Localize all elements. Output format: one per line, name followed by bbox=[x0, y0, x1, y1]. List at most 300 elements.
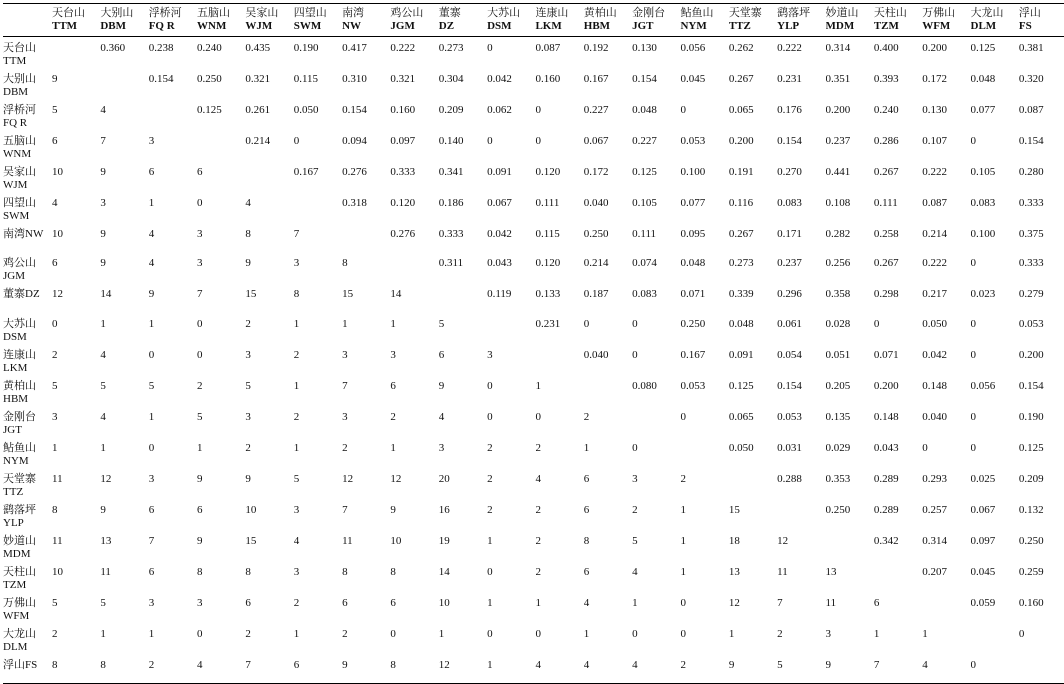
table-cell: 0.100 bbox=[680, 166, 706, 178]
table-cell bbox=[52, 37, 100, 69]
table-cell: 0.286 bbox=[873, 135, 899, 147]
column-header-code: DBM bbox=[100, 20, 127, 32]
table-cell: 0.267 bbox=[873, 166, 899, 178]
table-cell: 0.240 bbox=[197, 42, 222, 54]
table-cell: 1 bbox=[680, 565, 686, 578]
table-cell: 5 bbox=[777, 654, 825, 683]
table-cell: 1 bbox=[680, 503, 686, 516]
table-row bbox=[3, 161, 1064, 192]
table-cell: 0.289 bbox=[873, 472, 899, 485]
row-header-code: DZ bbox=[25, 288, 40, 301]
table-cell: 9 bbox=[729, 654, 777, 683]
table-cell: 0.353 bbox=[825, 472, 851, 485]
table-cell: 1 bbox=[390, 441, 396, 454]
row-header-zh: 天堂寨 bbox=[3, 472, 36, 485]
table-cell: 1 bbox=[535, 379, 541, 392]
table-cell: 9 bbox=[245, 472, 251, 485]
table-cell: 4 bbox=[535, 654, 583, 683]
table-cell: 2 bbox=[680, 472, 686, 485]
table-cell: 0.043 bbox=[873, 441, 899, 454]
table-cell: 10 bbox=[245, 503, 257, 516]
table-cell: 5 bbox=[100, 379, 106, 392]
table-cell: 0.167 bbox=[583, 73, 609, 85]
table-cell: 6 bbox=[873, 596, 880, 609]
table-cell: 0.240 bbox=[873, 104, 899, 116]
table-cell: 6 bbox=[245, 596, 251, 609]
table-cell: 0.067 bbox=[583, 135, 609, 147]
column-header-code: NW bbox=[342, 20, 362, 32]
table-cell: 1 bbox=[293, 441, 300, 454]
row-header-lkm bbox=[3, 344, 52, 375]
table-cell bbox=[535, 344, 583, 375]
table-cell bbox=[1019, 654, 1064, 683]
table-cell: 0.341 bbox=[438, 166, 464, 178]
table-cell: 6 bbox=[197, 166, 203, 178]
table-cell: 0.105 bbox=[632, 197, 657, 209]
column-header-zh: 天台山 bbox=[52, 7, 85, 19]
column-header-zh: 五脑山 bbox=[197, 7, 231, 19]
table-cell: 9 bbox=[826, 654, 874, 683]
table-cell: 4 bbox=[293, 534, 300, 547]
table-cell: 0.108 bbox=[825, 197, 851, 209]
row-header-code: WFM bbox=[3, 609, 30, 622]
table-cell: 11 bbox=[100, 565, 111, 578]
table-cell: 0.107 bbox=[922, 135, 947, 147]
table-cell: 0.310 bbox=[342, 73, 367, 85]
table-cell: 3 bbox=[245, 348, 251, 361]
table-cell: 16 bbox=[438, 503, 450, 516]
column-header-zh: 大别山 bbox=[100, 7, 134, 19]
table-cell: 0.160 bbox=[390, 104, 416, 116]
column-header-zh: 四望山 bbox=[293, 7, 327, 19]
table-body bbox=[3, 37, 1064, 684]
column-header-fs bbox=[1019, 4, 1064, 37]
table-cell: 1 bbox=[487, 596, 493, 609]
table-cell: 1 bbox=[100, 441, 106, 454]
table-cell: 0.207 bbox=[922, 565, 947, 578]
table-cell: 2 bbox=[535, 534, 541, 547]
column-header-code: TTM bbox=[52, 20, 78, 32]
table-cell: 3 bbox=[197, 596, 203, 609]
table-cell: 0.280 bbox=[1018, 166, 1044, 178]
table-cell: 0.059 bbox=[970, 596, 996, 609]
row-header-code: FQ R bbox=[3, 117, 28, 129]
table-cell: 0 bbox=[52, 317, 58, 330]
table-cell: 0.172 bbox=[583, 166, 609, 178]
table-cell: 0.154 bbox=[632, 73, 657, 85]
table-row bbox=[3, 499, 1064, 530]
row-header-wjm bbox=[3, 161, 52, 192]
table-cell: 9 bbox=[438, 379, 445, 392]
table-cell: 2 bbox=[342, 627, 348, 640]
table-cell: 0.087 bbox=[535, 42, 561, 54]
table-cell: 18 bbox=[728, 534, 740, 547]
row-header-swm bbox=[3, 192, 52, 223]
table-cell: 0.321 bbox=[245, 73, 271, 85]
table-cell: 0.276 bbox=[390, 228, 416, 240]
table-cell: 0.171 bbox=[777, 228, 802, 240]
column-header-zh: 浮桥河 bbox=[148, 7, 182, 19]
table-cell: 12 bbox=[342, 472, 354, 485]
row-header-mdm bbox=[3, 530, 52, 561]
table-cell: 0.314 bbox=[922, 534, 947, 547]
table-cell: 5 bbox=[52, 379, 58, 392]
table-cell: 5 bbox=[197, 410, 203, 423]
table-cell: 0.083 bbox=[777, 197, 802, 209]
column-header-dbm bbox=[100, 4, 148, 37]
table-cell: 0.042 bbox=[487, 73, 512, 85]
column-header-fqr bbox=[149, 4, 197, 37]
table-cell: 0 bbox=[197, 317, 203, 330]
table-cell: 6 bbox=[197, 503, 203, 516]
table-cell: 0.074 bbox=[632, 257, 657, 270]
table-cell: 0.043 bbox=[487, 257, 512, 270]
table-cell: 4 bbox=[438, 410, 445, 423]
table-cell: 0.029 bbox=[825, 441, 851, 454]
table-cell: 9 bbox=[100, 228, 106, 240]
table-cell: 0.045 bbox=[680, 73, 706, 85]
column-header-code: FQ R bbox=[148, 20, 175, 32]
table-cell: 0 bbox=[535, 104, 541, 116]
row-header-jgm bbox=[3, 252, 52, 283]
table-cell: 1 bbox=[148, 317, 155, 330]
table-cell: 8 bbox=[342, 257, 348, 270]
table-cell: 15 bbox=[245, 534, 257, 547]
table-cell: 2 bbox=[342, 441, 348, 454]
table-cell: 0.250 bbox=[1018, 534, 1044, 547]
table-cell: 11 bbox=[52, 534, 63, 547]
table-cell: 3 bbox=[148, 472, 155, 485]
table-cell: 9 bbox=[197, 534, 203, 547]
table-cell: 0.237 bbox=[825, 135, 851, 147]
column-header-code: HBM bbox=[583, 20, 611, 32]
table-cell bbox=[632, 406, 680, 437]
table-cell: 0.054 bbox=[777, 348, 802, 361]
column-header-mdm bbox=[826, 4, 874, 37]
table-cell: 0.250 bbox=[680, 317, 706, 330]
table-cell: 14 bbox=[438, 565, 450, 578]
table-cell: 6 bbox=[148, 166, 155, 178]
table-cell: 0 bbox=[632, 627, 638, 640]
table-cell: 0 bbox=[632, 441, 638, 454]
table-cell: 1 bbox=[342, 317, 348, 330]
row-header-dbm bbox=[3, 68, 52, 99]
table-cell: 7 bbox=[293, 228, 300, 240]
table-cell: 0.091 bbox=[487, 166, 512, 178]
table-cell: 2 bbox=[777, 627, 783, 640]
table-cell: 0 bbox=[970, 441, 977, 454]
column-header-code: DLM bbox=[970, 20, 997, 32]
table-cell: 6 bbox=[148, 503, 155, 516]
column-header-ttz bbox=[729, 4, 777, 37]
table-cell: 0.435 bbox=[245, 42, 271, 54]
table-cell: 0.293 bbox=[922, 472, 947, 485]
table-cell: 8 bbox=[293, 288, 300, 301]
table-cell: 0.342 bbox=[873, 534, 899, 547]
row-header-nw bbox=[3, 223, 52, 252]
table-cell: 0.091 bbox=[728, 348, 754, 361]
table-cell: 13 bbox=[825, 565, 837, 578]
table-cell: 0.288 bbox=[777, 472, 802, 485]
table-cell: 9 bbox=[100, 503, 106, 516]
table-cell: 13 bbox=[728, 565, 740, 578]
row-header-code: FS bbox=[25, 658, 38, 671]
table-cell: 4 bbox=[922, 654, 970, 683]
row-header-zh: 连康山 bbox=[3, 348, 36, 361]
column-header-code: DZ bbox=[438, 20, 455, 32]
table-cell: 6 bbox=[52, 257, 58, 270]
table-cell: 0.111 bbox=[632, 228, 657, 240]
table-cell: 3 bbox=[438, 441, 445, 454]
table-cell: 0.154 bbox=[1018, 379, 1044, 392]
table-cell: 0.441 bbox=[825, 166, 851, 178]
table-cell: 1 bbox=[390, 317, 396, 330]
table-cell: 6 bbox=[583, 503, 590, 516]
table-cell bbox=[294, 192, 342, 223]
table-cell: 0.279 bbox=[1018, 288, 1044, 301]
table-cell: 0.048 bbox=[680, 257, 706, 270]
table-cell: 12 bbox=[728, 596, 740, 609]
table-cell: 9 bbox=[148, 288, 155, 301]
table-cell: 0 bbox=[390, 627, 396, 640]
table-cell: 0 bbox=[197, 197, 203, 209]
table-cell: 1 bbox=[148, 410, 155, 423]
table-cell: 6 bbox=[583, 472, 590, 485]
table-cell: 9 bbox=[52, 73, 58, 85]
column-header-tzm bbox=[874, 4, 922, 37]
table-cell bbox=[342, 223, 390, 252]
table-cell: 6 bbox=[438, 348, 445, 361]
table-row bbox=[3, 592, 1064, 623]
column-header-wfm bbox=[922, 4, 970, 37]
table-cell: 0.200 bbox=[825, 104, 851, 116]
table-cell: 3 bbox=[293, 503, 300, 516]
table-cell: 2 bbox=[487, 472, 493, 485]
row-header-zh: 妙道山 bbox=[3, 534, 36, 547]
row-header-code: NYM bbox=[3, 454, 29, 467]
table-cell: 0 bbox=[632, 317, 638, 330]
table-cell: 3 bbox=[197, 228, 203, 240]
table-cell: 0.358 bbox=[825, 288, 851, 301]
table-cell bbox=[729, 468, 777, 499]
column-header-zh: 鸡公山 bbox=[390, 7, 424, 19]
table-cell: 6 bbox=[342, 596, 348, 609]
table-cell: 1 bbox=[148, 627, 155, 640]
table-cell: 6 bbox=[52, 135, 58, 147]
column-header-dsm bbox=[487, 4, 535, 37]
table-cell: 0.056 bbox=[680, 42, 706, 54]
table-cell: 6 bbox=[294, 654, 342, 683]
table-cell: 0.200 bbox=[873, 379, 899, 392]
row-header-code: TZM bbox=[3, 578, 27, 591]
table-cell: 3 bbox=[100, 197, 106, 209]
table-cell: 4 bbox=[148, 257, 155, 270]
table-cell: 0.133 bbox=[535, 288, 561, 301]
table-cell: 0.222 bbox=[777, 42, 802, 54]
table-cell: 1 bbox=[487, 654, 535, 683]
table-cell: 1 bbox=[487, 534, 493, 547]
table-cell: 0.259 bbox=[1018, 565, 1044, 578]
column-header-zh: 天堂寨 bbox=[728, 7, 762, 19]
table-row bbox=[3, 99, 1064, 130]
column-header-zh: 天柱山 bbox=[873, 7, 907, 19]
table-cell: 11 bbox=[777, 565, 788, 578]
table-cell: 7 bbox=[148, 534, 155, 547]
table-row bbox=[3, 68, 1064, 99]
row-header-tzm bbox=[3, 561, 52, 592]
column-header-zh: 妙道山 bbox=[825, 7, 859, 19]
column-header-nym bbox=[680, 4, 728, 37]
table-cell: 10 bbox=[52, 565, 63, 578]
table-cell: 7 bbox=[197, 288, 203, 301]
table-cell: 2 bbox=[293, 348, 300, 361]
table-cell: 0 bbox=[680, 596, 686, 609]
table-cell: 0.273 bbox=[728, 257, 754, 270]
row-header-zh: 天台山 bbox=[3, 42, 36, 54]
table-cell: 0.062 bbox=[487, 104, 512, 116]
table-cell: 12 bbox=[439, 654, 487, 683]
row-header-code: YLP bbox=[3, 516, 24, 529]
column-header-code: SWM bbox=[293, 20, 322, 32]
table-row bbox=[3, 654, 1064, 683]
table-cell: 4 bbox=[535, 472, 541, 485]
table-cell: 3 bbox=[197, 257, 203, 270]
row-header-code: MDM bbox=[3, 547, 31, 560]
row-header-zh: 金刚台 bbox=[3, 410, 36, 423]
table-cell: 0 bbox=[970, 348, 977, 361]
table-cell: 0.222 bbox=[922, 257, 947, 270]
table-cell: 8 bbox=[583, 534, 590, 547]
table-cell: 0.237 bbox=[777, 257, 802, 270]
column-header-zh: 大龙山 bbox=[970, 7, 1004, 19]
table-cell: 0 bbox=[487, 135, 493, 147]
column-header-nw bbox=[342, 4, 390, 37]
table-cell: 0.314 bbox=[825, 42, 851, 54]
table-cell: 0.105 bbox=[970, 166, 996, 178]
table-cell: 0.083 bbox=[632, 288, 657, 301]
table-cell: 0.067 bbox=[487, 197, 512, 209]
table-cell: 0.333 bbox=[390, 166, 416, 178]
table-cell: 0 bbox=[632, 348, 638, 361]
table-cell: 0.148 bbox=[873, 410, 899, 423]
table-cell: 1 bbox=[632, 596, 638, 609]
table-cell: 0 bbox=[487, 410, 493, 423]
table-cell: 1 bbox=[438, 627, 445, 640]
table-cell: 0.031 bbox=[777, 441, 802, 454]
table-cell: 3 bbox=[148, 135, 155, 147]
table-cell: 3 bbox=[293, 257, 300, 270]
table-row bbox=[3, 561, 1064, 592]
table-cell: 8 bbox=[390, 565, 396, 578]
table-cell: 2 bbox=[535, 503, 541, 516]
row-header-zh: 鲇鱼山 bbox=[3, 441, 36, 454]
table-cell: 1 bbox=[293, 379, 300, 392]
row-header-jgt bbox=[3, 406, 52, 437]
table-cell: 3 bbox=[342, 348, 348, 361]
column-header-code: WJM bbox=[245, 20, 273, 32]
row-header-zh: 吴家山 bbox=[3, 166, 36, 178]
table-cell: 0.311 bbox=[438, 257, 464, 270]
table-cell: 1 bbox=[728, 627, 735, 640]
table-cell: 1 bbox=[197, 441, 203, 454]
table-cell: 1 bbox=[535, 596, 541, 609]
row-header-zh: 大苏山 bbox=[3, 317, 36, 330]
table-cell: 0.056 bbox=[970, 379, 996, 392]
row-header-zh: 大龙山 bbox=[3, 627, 36, 640]
table-cell: 0.231 bbox=[535, 317, 561, 330]
table-cell: 0.048 bbox=[970, 73, 996, 85]
column-header-dlm bbox=[971, 4, 1019, 37]
table-cell: 2 bbox=[245, 627, 251, 640]
table-cell: 0.148 bbox=[922, 379, 947, 392]
table-cell: 0.321 bbox=[390, 73, 416, 85]
table-cell: 0 bbox=[680, 627, 686, 640]
table-cell: 5 bbox=[293, 472, 300, 485]
table-cell: 2 bbox=[245, 317, 251, 330]
column-header-zh: 吴家山 bbox=[245, 7, 279, 19]
table-cell: 12 bbox=[390, 472, 402, 485]
table-cell: 0.276 bbox=[342, 166, 367, 178]
row-header-hbm bbox=[3, 375, 52, 406]
table-cell bbox=[874, 561, 922, 592]
table-cell: 0.095 bbox=[680, 228, 706, 240]
row-header-zh: 南湾 bbox=[3, 228, 25, 240]
row-header-fqr bbox=[3, 99, 52, 130]
similarity-matrix-table bbox=[3, 3, 1064, 684]
table-cell: 0.120 bbox=[535, 257, 561, 270]
table-cell: 0.042 bbox=[487, 228, 512, 240]
table-cell: 0.304 bbox=[438, 73, 464, 85]
column-header-zh: 金刚台 bbox=[632, 7, 666, 19]
table-cell: 1 bbox=[583, 627, 590, 640]
row-header-zh: 万佛山 bbox=[3, 596, 36, 609]
table-cell: 0.282 bbox=[825, 228, 851, 240]
table-cell: 14 bbox=[100, 288, 112, 301]
table-cell: 0 bbox=[535, 627, 541, 640]
table-cell: 2 bbox=[680, 654, 728, 683]
table-cell: 3 bbox=[245, 410, 251, 423]
table-cell: 0.417 bbox=[342, 42, 367, 54]
column-header-code: YLP bbox=[777, 20, 800, 32]
table-cell: 14 bbox=[390, 288, 402, 301]
table-cell bbox=[149, 99, 197, 130]
row-header-wnm bbox=[3, 130, 52, 161]
table-cell: 4 bbox=[52, 197, 58, 209]
table-cell: 0.190 bbox=[1018, 410, 1044, 423]
table-cell: 1 bbox=[583, 441, 590, 454]
table-cell: 9 bbox=[390, 503, 396, 516]
column-header-wnm bbox=[197, 4, 245, 37]
table-cell: 4 bbox=[632, 565, 638, 578]
table-cell: 0.167 bbox=[680, 348, 706, 361]
table-cell: 0 bbox=[487, 42, 493, 54]
row-header-dz bbox=[3, 283, 52, 312]
table-cell: 0.154 bbox=[1018, 135, 1044, 147]
row-header-code: DLM bbox=[3, 640, 28, 653]
table-cell: 0.077 bbox=[680, 197, 706, 209]
table-cell: 2 bbox=[149, 654, 197, 683]
table-cell: 0.333 bbox=[438, 228, 464, 240]
table-cell: 0 bbox=[148, 348, 155, 361]
table-cell: 6 bbox=[583, 565, 590, 578]
row-header-zh: 鸡公山 bbox=[3, 257, 36, 270]
table-cell: 0.160 bbox=[535, 73, 561, 85]
table-cell: 8 bbox=[100, 654, 148, 683]
row-header-code: TTM bbox=[3, 55, 27, 67]
table-cell: 0.250 bbox=[583, 228, 609, 240]
table-cell: 7 bbox=[874, 654, 922, 683]
table-cell: 2 bbox=[535, 565, 541, 578]
